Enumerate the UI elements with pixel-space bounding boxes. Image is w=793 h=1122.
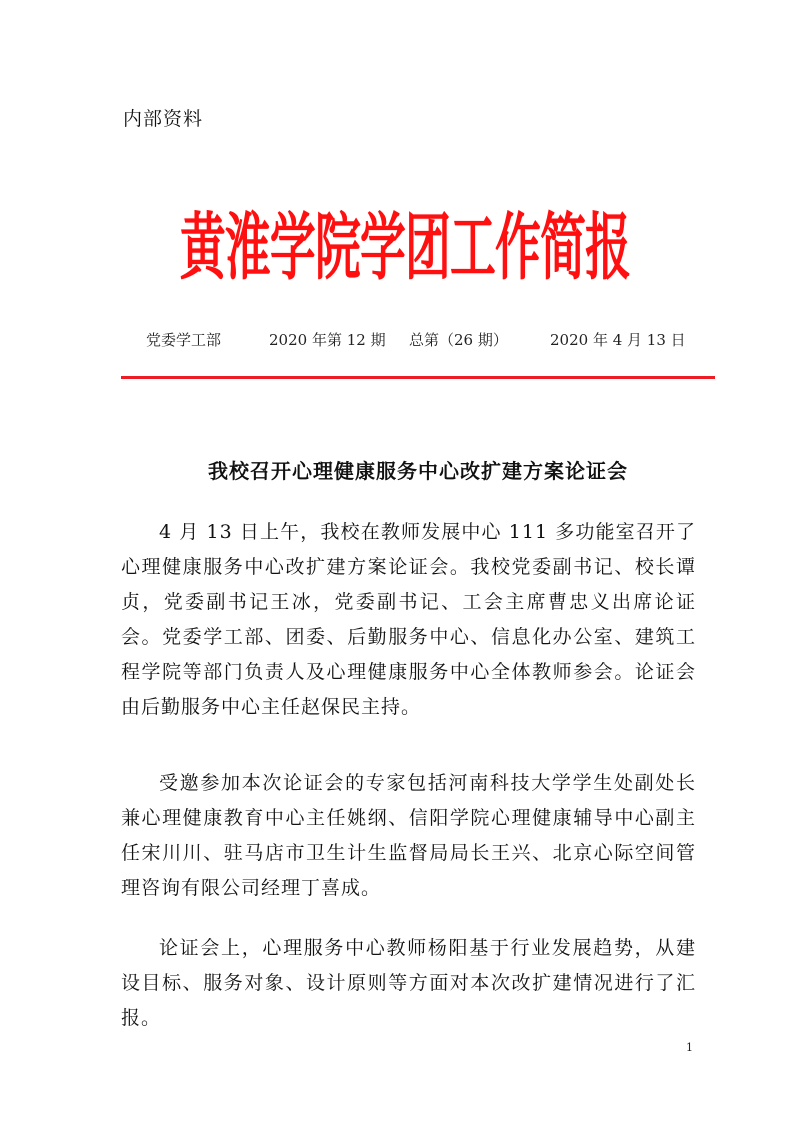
issue-number: 2020 年第 12 期 (269, 331, 386, 349)
page-number: 1 (686, 1041, 693, 1054)
article-headline: 我校召开心理健康服务中心改扩建方案论证会 (208, 459, 628, 483)
article-paragraph: 4 月 13 日上午，我校在教师发展中心 111 多功能室召开了心理健康服务中心改扩建方案论证会。我校党委副书记、校长谭贞，党委副书记王冰，党委副书记、工会主席曹忠义出席论证会。党委学工部、团委、后勤服务中心、信息化办公室、建筑工程学院等部门负责人及心理健康服务中心全体教师参会。论证会由后勤服务中心主任赵保民主持。 (121, 521, 696, 718)
total-issue-number: 总第（26 期） (409, 331, 508, 349)
article-paragraph: 论证会上，心理服务中心教师杨阳基于行业发展趋势，从建设目标、服务对象、设计原则等方面对本次改扩建情况进行了汇报。 (121, 937, 696, 1029)
red-divider-rule (121, 376, 715, 379)
masthead (170, 195, 640, 290)
internal-material-label: 内部资料 (123, 108, 204, 130)
issuing-department: 党委学工部 (146, 331, 222, 349)
issue-date: 2020 年 4 月 13 日 (550, 331, 686, 349)
article-paragraph: 受邀参加本次论证会的专家包括河南科技大学学生处副处长兼心理健康教育中心主任姚纲、信阳学院心理健康辅导中心副主任宋川川、驻马店市卫生计生监督局局长王兴、北京心际空间管理咨询有限公司经理丁喜成。 (121, 772, 696, 899)
masthead-title: 黄淮学院学团工作简报 (179, 204, 631, 290)
